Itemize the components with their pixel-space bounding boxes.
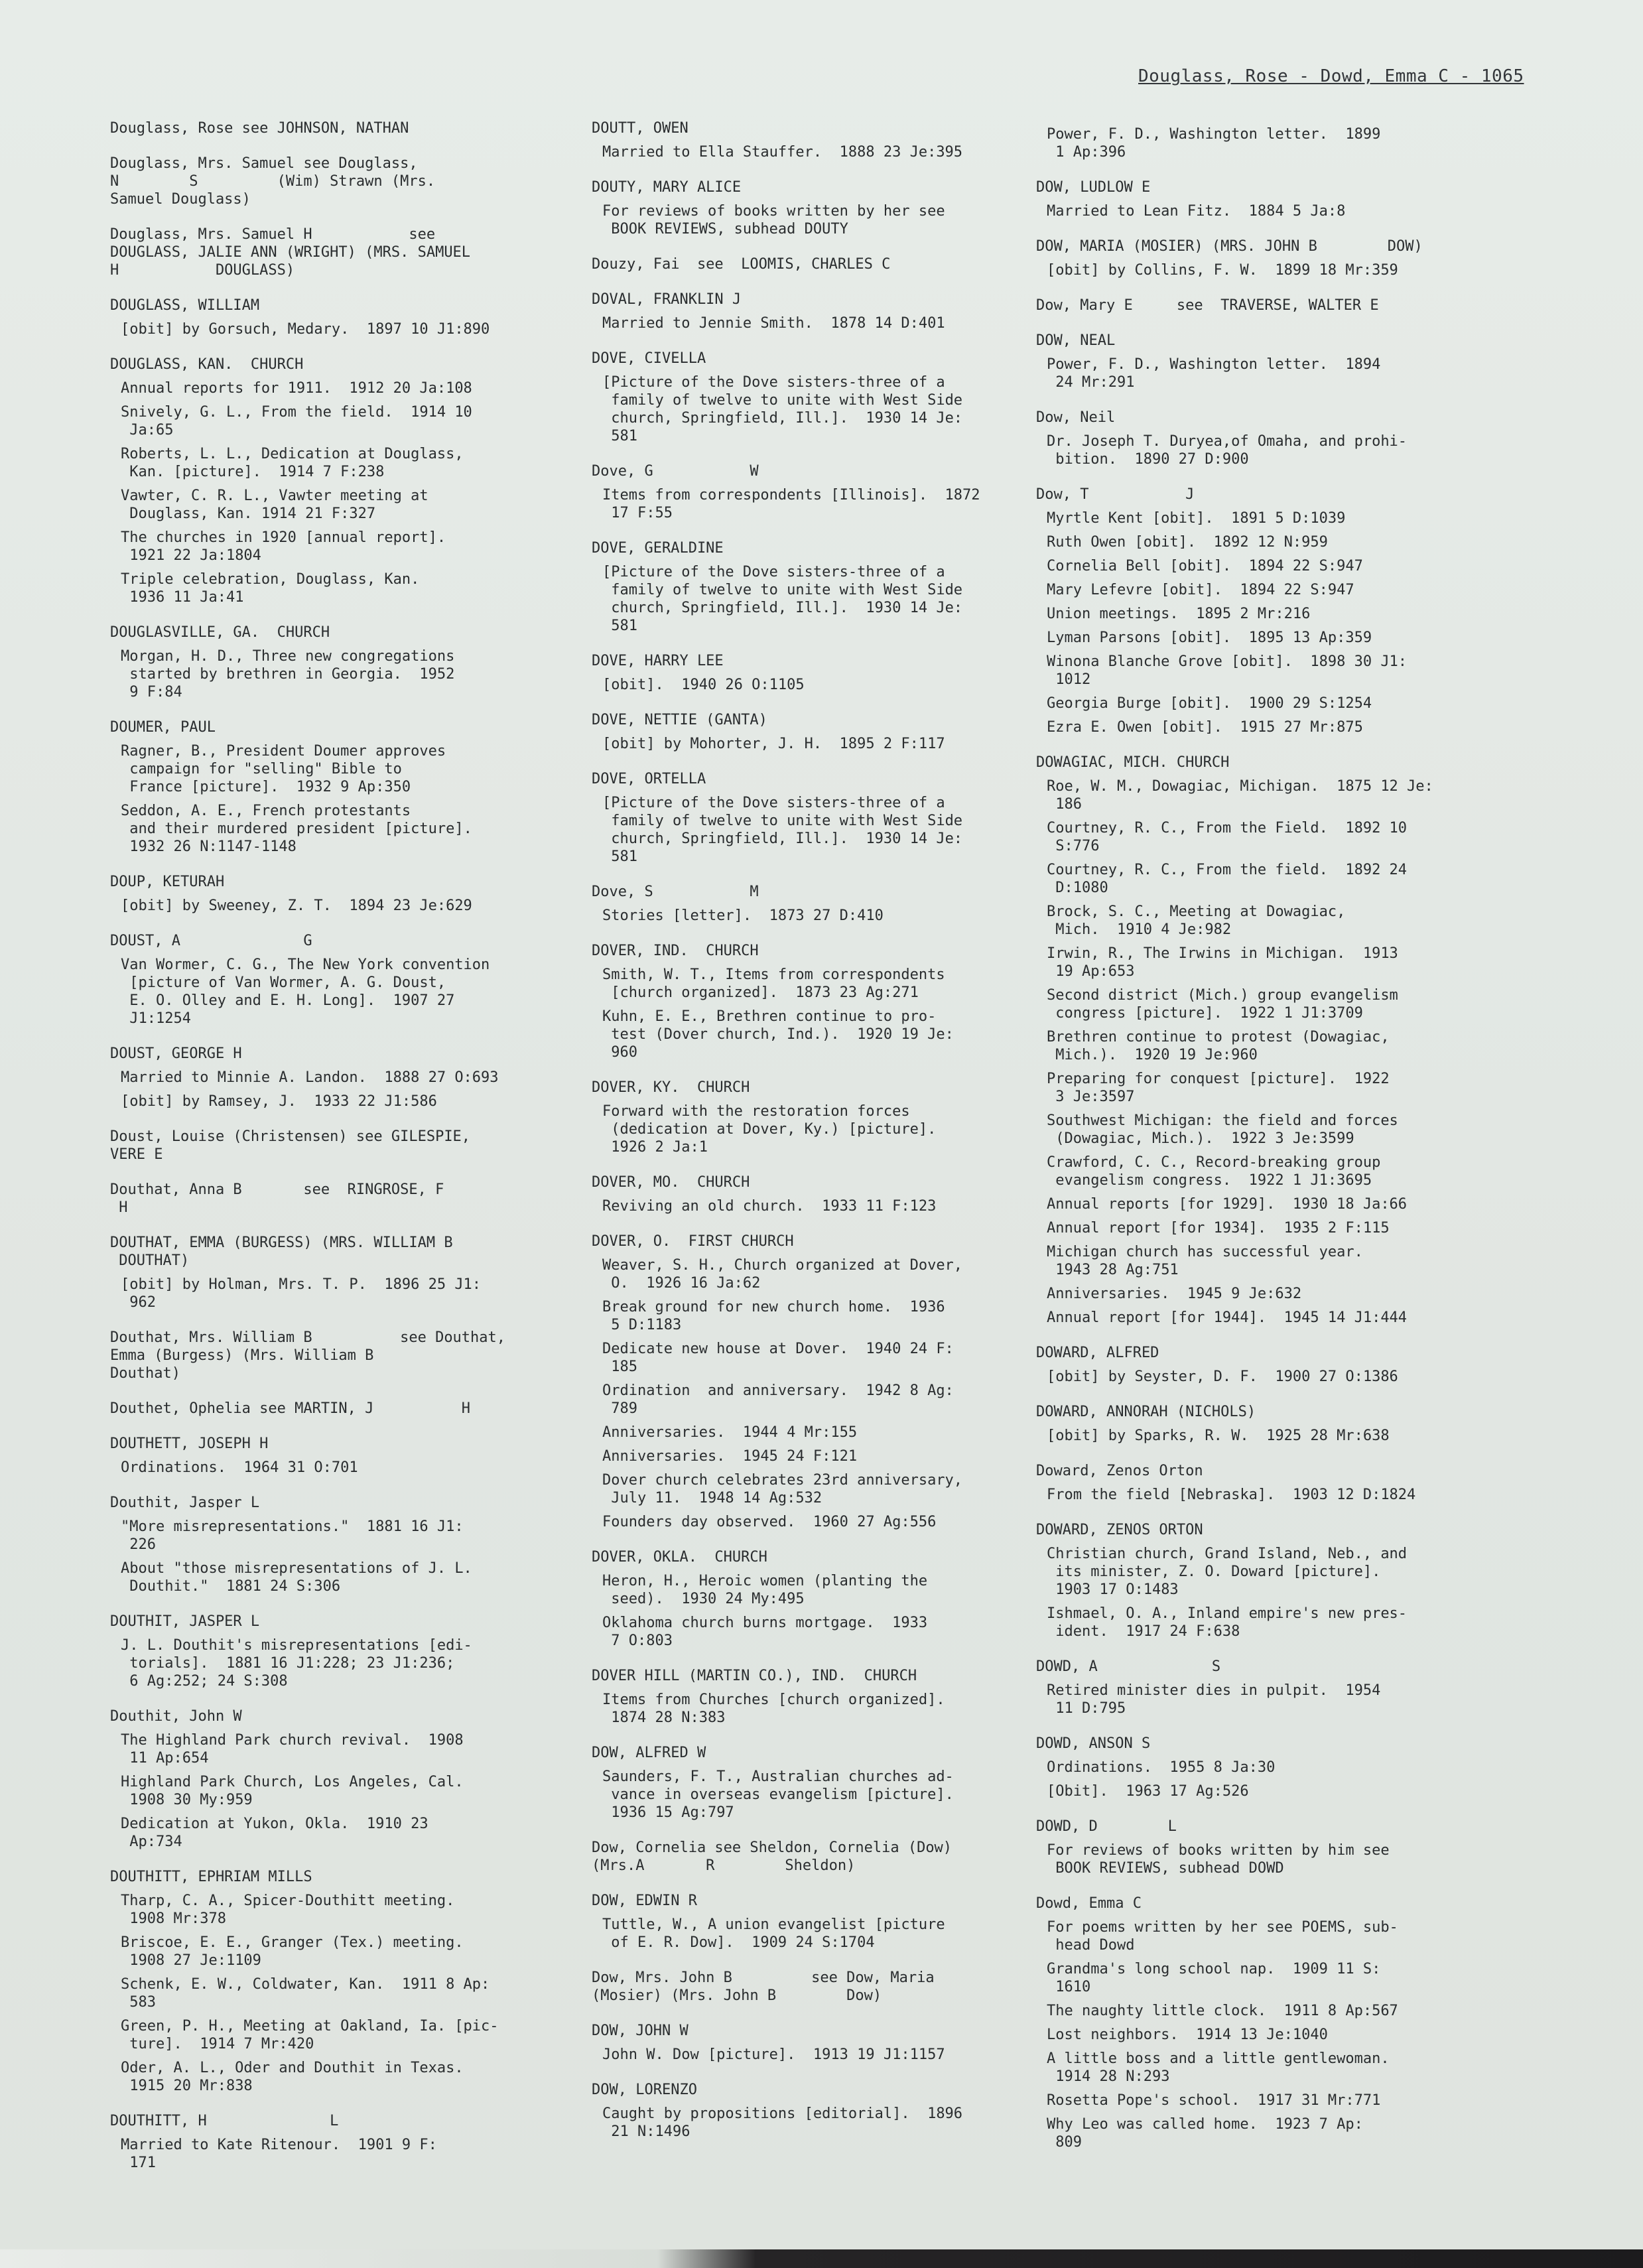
index-entry — [110, 1494, 568, 1595]
index-entry — [110, 297, 568, 338]
index-entry — [1036, 297, 1467, 314]
reference-line: For reviews of books written by her see BOOK REVIEWS, subhead DOUTY — [602, 203, 945, 237]
reference-line: Married to Lean Fitz. 1884 5 Ja:8 — [1047, 203, 1346, 220]
entry-heading: DOWD, ANSON S — [1036, 1735, 1151, 1752]
reference-line: Ordinations. 1964 31 O:701 — [121, 1459, 358, 1476]
entry-references — [110, 1636, 568, 1690]
reference-line: "More misrepresentations." 1881 16 J1: 226 — [121, 1518, 464, 1553]
entry-heading: DOUGLASVILLE, GA. CHURCH — [110, 624, 330, 641]
entry-heading: Doust, Louise (Christensen) see GILESPIE, VERE E — [110, 1128, 471, 1163]
reference-line: Highland Park Church, Los Angeles, Cal. 1908 30 My:959 — [121, 1774, 464, 1808]
index-entry — [1036, 486, 1467, 736]
column-3 — [1036, 119, 1467, 2168]
entry-heading: Dow, Cornelia see Sheldon, Cornelia (Dow) (Mrs.A R Sheldon) — [592, 1839, 953, 1874]
reference-line: Caught by propositions [editorial]. 1896 21 N:1496 — [602, 2105, 963, 2140]
entry-heading: DOWAGIAC, MICH. CHURCH — [1036, 754, 1230, 771]
reference-line: Rosetta Pope's school. 1917 31 Mr:771 — [1047, 2092, 1381, 2109]
entry-references — [1036, 509, 1467, 736]
entry-references — [110, 2136, 568, 2172]
reference-line: Ruth Owen [obit]. 1892 12 N:959 — [1047, 534, 1328, 551]
reference-line: Married to Ella Stauffer. 1888 23 Je:395 — [602, 144, 963, 161]
index-entry — [1036, 125, 1467, 161]
index-entry — [110, 119, 568, 137]
reference-line: Ragner, B., President Doumer approves campaign for "selling" Bible to France [picture]. 1932 9 Ap:350 — [121, 743, 446, 795]
entry-references — [110, 1518, 568, 1595]
entry-heading: Douthet, Ophelia see MARTIN, J H — [110, 1400, 471, 1417]
index-entry — [1036, 1735, 1467, 1800]
index-entry — [592, 462, 983, 522]
reference-line: Irwin, R., The Irwins in Michigan. 1913 19 Ap:653 — [1047, 945, 1398, 980]
index-entry — [110, 2112, 568, 2172]
entry-heading: Dove, G W — [592, 463, 759, 480]
entry-heading: Douthat, Anna B see RINGROSE, F H — [110, 1181, 444, 1216]
entry-heading: DOUGLASS, KAN. CHURCH — [110, 356, 304, 373]
reference-line: John W. Dow [picture]. 1913 19 J1:1157 — [602, 2046, 945, 2063]
reference-line: Power, F. D., Washington letter. 1899 1 Ap:396 — [1047, 126, 1381, 161]
entry-heading: Dow, T J — [1036, 486, 1195, 503]
entry-heading: DOUP, KETURAH — [110, 874, 225, 890]
index-entry — [592, 942, 983, 1061]
entry-heading: Dow, Neil — [1036, 409, 1116, 426]
entry-heading: DOW, ALFRED W — [592, 1745, 706, 1761]
index-entry — [110, 1128, 568, 1164]
reference-line: Brock, S. C., Meeting at Dowagiac, Mich. 1910 4 Je:982 — [1047, 903, 1346, 938]
reference-line: Married to Jennie Smith. 1878 14 D:401 — [602, 315, 945, 332]
entry-references — [110, 320, 568, 338]
entry-heading: DOUTHITT, EPHRIAM MILLS — [110, 1869, 312, 1885]
reference-line: [obit] by Ramsey, J. 1933 22 J1:586 — [121, 1093, 437, 1110]
reference-line: Courtney, R. C., From the field. 1892 24 D:1080 — [1047, 862, 1408, 896]
entry-references — [110, 1069, 568, 1110]
index-entry — [592, 119, 983, 161]
entry-heading: DOWARD, ANNORAH (NICHOLS) — [1036, 1404, 1256, 1420]
reference-line: Ishmael, O. A., Inland empire's new pres- ident. 1917 24 F:638 — [1047, 1605, 1408, 1640]
reference-line: The churches in 1920 [annual report]. 1921 22 Ja:1804 — [121, 529, 446, 564]
reference-line: A little boss and a little gentlewoman. 1914 28 N:293 — [1047, 2050, 1390, 2085]
entry-heading: DOUTHAT, EMMA (BURGESS) (MRS. WILLIAM B DOUTHAT) — [110, 1234, 453, 1269]
entry-references — [1036, 356, 1467, 391]
entry-heading: DOUTT, OWEN — [592, 120, 689, 137]
reference-line: Seddon, A. E., French protestants and their murdered president [picture]. 1932 26 N:1147-1148 — [121, 803, 472, 855]
entry-heading: Dow, Mrs. John B see Dow, Maria (Mosier) (Mrs. John B Dow) — [592, 1969, 935, 2004]
entry-references — [1036, 1545, 1467, 1640]
index-entry — [592, 1744, 983, 1822]
entry-references — [1036, 1759, 1467, 1800]
reference-line: Lost neighbors. 1914 13 Je:1040 — [1047, 2027, 1328, 2043]
reference-line: Georgia Burge [obit]. 1900 29 S:1254 — [1047, 695, 1372, 712]
reference-line: Why Leo was called home. 1923 7 Ap: 809 — [1047, 2116, 1363, 2151]
reference-line: Crawford, C. C., Record-breaking group evangelism congress. 1922 1 J1:3695 — [1047, 1154, 1381, 1189]
reference-line: Married to Minnie A. Landon. 1888 27 O:693 — [121, 1069, 499, 1086]
reference-line: Michigan church has successful year. 1943 28 Ag:751 — [1047, 1244, 1363, 1278]
reference-line: Stories [letter]. 1873 27 D:410 — [602, 907, 884, 924]
entry-heading: Dow, Mary E see TRAVERSE, WALTER E — [1036, 297, 1379, 314]
entry-references — [110, 647, 568, 701]
entry-heading: DOW, MARIA (MOSIER) (MRS. JOHN B DOW) — [1036, 238, 1423, 255]
reference-line: Dr. Joseph T. Duryea,of Omaha, and prohi- bition. 1890 27 D:900 — [1047, 433, 1408, 468]
index-entry — [110, 932, 568, 1028]
entry-heading: DOUMER, PAUL — [110, 719, 216, 736]
entry-heading: DOVAL, FRANKLIN J — [592, 291, 742, 308]
entry-references — [592, 2046, 983, 2064]
reference-line: Dover church celebrates 23rd anniversary, July 11. 1948 14 Ag:532 — [602, 1472, 963, 1506]
reference-line: Saunders, F. T., Australian churches ad- vance in overseas evangelism [picture]. 1936 15 Ag:797 — [602, 1768, 954, 1821]
reference-line: Annual report [for 1944]. 1945 14 J1:444 — [1047, 1309, 1408, 1326]
reference-line: Dedication at Yukon, Okla. 1910 23 Ap:734 — [121, 1816, 428, 1850]
index-entry — [1036, 1521, 1467, 1640]
entry-heading: Douthit, Jasper L — [110, 1495, 260, 1511]
entry-references — [592, 2105, 983, 2141]
running-head: Douglass, Rose - Dowd, Emma C - 1065 — [1138, 66, 1524, 86]
reference-line: Oklahoma church burns mortgage. 1933 7 O:803 — [602, 1615, 928, 1649]
index-entry — [592, 291, 983, 332]
entry-heading: DOVE, ORTELLA — [592, 771, 706, 787]
entry-heading: DOVE, NETTIE (GANTA) — [592, 712, 767, 728]
index-entry — [110, 1181, 568, 1217]
reference-line: About "those misrepresentations of J. L. Douthit." 1881 24 S:306 — [121, 1560, 472, 1595]
reference-line: Dedicate new house at Dover. 1940 24 F: 185 — [602, 1341, 954, 1375]
entry-heading: DOVE, CIVELLA — [592, 350, 706, 367]
reference-line: J. L. Douthit's misrepresentations [edi- torials]. 1881 16 J1:228; 23 J1:236; 6 Ag:252; 24 S:308 — [121, 1637, 472, 1690]
index-entry — [110, 1045, 568, 1110]
entry-references — [592, 676, 983, 694]
reference-line: Power, F. D., Washington letter. 1894 24 Mr:291 — [1047, 356, 1381, 391]
reference-line: Briscoe, E. E., Granger (Tex.) meeting. 1908 27 Je:1109 — [121, 1934, 464, 1969]
reference-line: Reviving an old church. 1933 11 F:123 — [602, 1198, 937, 1215]
index-entry — [592, 652, 983, 694]
reference-line: Mary Lefevre [obit]. 1894 22 S:947 — [1047, 582, 1354, 598]
reference-line: Smith, W. T., Items from correspondents [church organized]. 1873 23 Ag:271 — [602, 967, 945, 1001]
entry-references — [592, 907, 983, 925]
entry-heading: Douthat, Mrs. William B see Douthat, Emma (Burgess) (Mrs. William B Douthat) — [110, 1329, 506, 1382]
index-entry — [110, 1707, 568, 1851]
entry-references — [1036, 777, 1467, 1327]
column-2 — [592, 119, 983, 2158]
index-entry — [1036, 1818, 1467, 1877]
reference-line: Morgan, H. D., Three new congregations started by brethren in Georgia. 1952 9 F:84 — [121, 648, 455, 700]
reference-line: Winona Blanche Grove [obit]. 1898 30 J1: 1012 — [1047, 653, 1408, 688]
entry-heading: DOUST, A G — [110, 933, 312, 949]
reference-line: Brethren continue to protest (Dowagiac, Mich.). 1920 19 Je:960 — [1047, 1029, 1390, 1063]
reference-line: The naughty little clock. 1911 8 Ap:567 — [1047, 2003, 1398, 2019]
index-entry — [592, 2081, 983, 2141]
reference-line: Forward with the restoration forces (dedication at Dover, Ky.) [picture]. 1926 2 Ja:1 — [602, 1103, 937, 1156]
reference-line: [obit] by Holman, Mrs. T. P. 1896 25 J1: 962 — [121, 1276, 482, 1311]
index-entry — [592, 539, 983, 635]
entry-heading: DOUTHETT, JOSEPH H — [110, 1435, 269, 1452]
entry-references — [1036, 261, 1467, 279]
entry-heading: DOUGLASS, WILLIAM — [110, 297, 260, 314]
reference-line: [obit]. 1940 26 O:1105 — [602, 677, 805, 693]
entry-heading: Dove, S M — [592, 884, 759, 900]
reference-line: [Picture of the Dove sisters-three of a family of twelve to unite with West Side church, Springfield, Ill.]. 1930 14 Je: 581 — [602, 795, 963, 865]
entry-references — [1036, 433, 1467, 468]
reference-line: [obit] by Seyster, D. F. 1900 27 O:1386 — [1047, 1368, 1398, 1385]
entry-references — [1036, 1918, 1467, 2151]
entry-heading: Dowd, Emma C — [1036, 1895, 1142, 1912]
reference-line: Founders day observed. 1960 27 Ag:556 — [602, 1514, 937, 1530]
index-entry — [110, 226, 568, 279]
reference-line: Triple celebration, Douglass, Kan. 1936 11 Ja:41 — [121, 571, 420, 606]
reference-line: Annual report [for 1934]. 1935 2 F:115 — [1047, 1220, 1390, 1236]
reference-line: [Picture of the Dove sisters-three of a family of twelve to unite with West Side church, Springfield, Ill.]. 1930 14 Je: 581 — [602, 374, 963, 444]
index-entry — [110, 1400, 568, 1418]
column-1 — [110, 119, 568, 2189]
entry-heading: Doward, Zenos Orton — [1036, 1463, 1203, 1479]
index-entry — [592, 1969, 983, 2005]
reference-line: Lyman Parsons [obit]. 1895 13 Ap:359 — [1047, 630, 1372, 646]
reference-line: Vawter, C. R. L., Vawter meeting at Douglass, Kan. 1914 21 F:327 — [121, 488, 428, 522]
reference-line: [obit] by Sparks, R. W. 1925 28 Mr:638 — [1047, 1428, 1390, 1444]
entry-heading: DOWARD, ALFRED — [1036, 1345, 1159, 1361]
reference-line: Weaver, S. H., Church organized at Dover, O. 1926 16 Ja:62 — [602, 1257, 963, 1292]
entry-references — [592, 373, 983, 445]
entry-references — [592, 735, 983, 753]
index-entry — [110, 624, 568, 701]
entry-heading: Douzy, Fai see LOOMIS, CHARLES C — [592, 256, 891, 273]
entry-references — [1036, 202, 1467, 220]
index-entry — [592, 350, 983, 445]
reference-line: Second district (Mich.) group evangelism congress [picture]. 1922 1 J1:3709 — [1047, 987, 1398, 1022]
entry-heading: DOUST, GEORGE H — [110, 1045, 242, 1062]
reference-line: Preparing for conquest [picture]. 1922 3 Je:3597 — [1047, 1071, 1390, 1105]
reference-line: Roberts, L. L., Dedication at Douglass, Kan. [picture]. 1914 7 F:238 — [121, 446, 464, 480]
index-entry — [110, 1329, 568, 1382]
entry-references — [592, 1102, 983, 1156]
entry-references — [1036, 125, 1467, 161]
entry-references — [592, 202, 983, 238]
index-entry — [1036, 409, 1467, 468]
reference-line: Van Wormer, C. G., The New York convention [picture of Van Wormer, A. G. Doust, E. O. Olley and E. H. Long]. 1907 27 J1:1254 — [121, 957, 490, 1027]
reference-line: Heron, H., Heroic women (planting the seed). 1930 24 My:495 — [602, 1573, 928, 1607]
index-entry — [1036, 1462, 1467, 1504]
scan-edge — [0, 2249, 1643, 2268]
entry-heading: DOVER, IND. CHURCH — [592, 943, 759, 959]
entry-heading: DOVE, GERALDINE — [592, 540, 724, 557]
reference-line: Retired minister dies in pulpit. 1954 11 D:795 — [1047, 1682, 1381, 1717]
entry-heading: DOWARD, ZENOS ORTON — [1036, 1522, 1203, 1538]
entry-references — [592, 1572, 983, 1650]
entry-references — [110, 956, 568, 1028]
entry-heading: Douglass, Rose see JOHNSON, NATHAN — [110, 120, 409, 137]
entry-references — [110, 897, 568, 915]
reference-line: Snively, G. L., From the field. 1914 10 Ja:65 — [121, 404, 472, 438]
index-entry — [592, 1667, 983, 1727]
entry-references — [110, 1731, 568, 1851]
index-entry — [1036, 332, 1467, 391]
entry-heading: DOWD, A S — [1036, 1658, 1221, 1675]
reference-line: Items from Churches [church organized]. 1874 28 N:383 — [602, 1692, 945, 1726]
index-entry — [110, 1868, 568, 2095]
entry-heading: DOW, LUDLOW E — [1036, 179, 1151, 196]
reference-line: For reviews of books written by him see BOOK REVIEWS, subhead DOWD — [1047, 1842, 1390, 1877]
entry-heading: DOVER HILL (MARTIN CO.), IND. CHURCH — [592, 1668, 917, 1684]
index-entry — [1036, 1658, 1467, 1717]
entry-references — [592, 966, 983, 1061]
index-entry — [110, 356, 568, 606]
reference-line: Grandma's long school nap. 1909 11 S: 1610 — [1047, 1961, 1381, 1995]
entry-references — [592, 1691, 983, 1727]
entry-heading: DOVER, OKLA. CHURCH — [592, 1549, 767, 1566]
index-entry — [1036, 1895, 1467, 2151]
reference-line: Union meetings. 1895 2 Mr:216 — [1047, 606, 1311, 622]
index-entry — [1036, 754, 1467, 1327]
entry-references — [1036, 1427, 1467, 1445]
entry-heading: DOW, LORENZO — [592, 2082, 697, 2098]
reference-line: Oder, A. L., Oder and Douthit in Texas. 1915 20 Mr:838 — [121, 2060, 464, 2094]
index-entry — [592, 1839, 983, 1875]
entry-heading: DOVER, MO. CHURCH — [592, 1174, 750, 1191]
reference-line: Kuhn, E. E., Brethren continue to pro- test (Dover church, Ind.). 1920 19 Je: 960 — [602, 1008, 954, 1061]
reference-line: Roe, W. M., Dowagiac, Michigan. 1875 12 Je: 186 — [1047, 778, 1433, 813]
entry-references — [592, 1916, 983, 1952]
entry-references — [592, 563, 983, 635]
reference-line: Anniversaries. 1944 4 Mr:155 — [602, 1424, 858, 1441]
reference-line: Green, P. H., Meeting at Oakland, Ia. [pic- ture]. 1914 7 Mr:420 — [121, 2018, 499, 2052]
index-entry — [110, 1234, 568, 1311]
index-entry — [592, 1892, 983, 1952]
reference-line: Annual reports [for 1929]. 1930 18 Ja:66 — [1047, 1196, 1408, 1213]
index-entry — [592, 2022, 983, 2064]
reference-line: Schenk, E. W., Coldwater, Kan. 1911 8 Ap: 583 — [121, 1976, 490, 2011]
reference-line: [obit] by Mohorter, J. H. 1895 2 F:117 — [602, 736, 945, 752]
entry-heading: DOVER, O. FIRST CHURCH — [592, 1233, 794, 1250]
index-entry — [1036, 237, 1467, 279]
entry-references — [110, 1892, 568, 2095]
index-entry — [592, 178, 983, 238]
entry-references — [1036, 1682, 1467, 1717]
index-entry — [592, 883, 983, 925]
entry-heading: DOW, JOHN W — [592, 2023, 689, 2039]
entry-heading: DOW, EDWIN R — [592, 1893, 697, 1909]
entry-heading: DOUTHITT, H L — [110, 2113, 339, 2129]
entry-references — [1036, 1486, 1467, 1504]
entry-heading: Douthit, John W — [110, 1708, 242, 1725]
reference-line: Items from correspondents [Illinois]. 1872 17 F:55 — [602, 487, 980, 521]
index-entry — [592, 1079, 983, 1156]
reference-line: For poems written by her see POEMS, sub- head Dowd — [1047, 1919, 1398, 1954]
reference-line: Married to Kate Ritenour. 1901 9 F: 171 — [121, 2137, 437, 2171]
index-entry — [110, 1435, 568, 1477]
reference-line: Ordination and anniversary. 1942 8 Ag: 789 — [602, 1382, 954, 1417]
index-entry — [592, 1233, 983, 1531]
entry-references — [592, 143, 983, 161]
entry-references — [1036, 1841, 1467, 1877]
index-entry — [1036, 1344, 1467, 1386]
reference-line: Cornelia Bell [obit]. 1894 22 S:947 — [1047, 558, 1363, 574]
index-entry — [110, 718, 568, 856]
entry-references — [110, 379, 568, 606]
entry-references — [110, 1276, 568, 1311]
index-entry — [592, 255, 983, 273]
reference-line: Anniversaries. 1945 9 Je:632 — [1047, 1286, 1302, 1302]
entry-heading: Douglass, Mrs. Samuel see Douglass, N S (Wim) Strawn (Mrs. Samuel Douglass) — [110, 155, 436, 208]
reference-line: From the field [Nebraska]. 1903 12 D:1824 — [1047, 1487, 1416, 1503]
entry-heading: DOUTY, MARY ALICE — [592, 179, 742, 196]
reference-line: Tharp, C. A., Spicer-Douthitt meeting. 1908 Mr:378 — [121, 1893, 455, 1927]
reference-line: Ordinations. 1955 8 Ja:30 — [1047, 1759, 1276, 1776]
reference-line: Annual reports for 1911. 1912 20 Ja:108 — [121, 380, 472, 397]
entry-references — [592, 314, 983, 332]
entry-references — [592, 1197, 983, 1215]
entry-heading: DOVER, KY. CHURCH — [592, 1079, 750, 1096]
entry-references — [592, 1256, 983, 1531]
index-entry — [110, 155, 568, 208]
entry-heading: DOUTHIT, JASPER L — [110, 1613, 260, 1630]
reference-line: [obit] by Collins, F. W. 1899 18 Mr:359 — [1047, 262, 1398, 279]
entry-references — [592, 486, 983, 522]
reference-line: [obit] by Gorsuch, Medary. 1897 10 J1:890 — [121, 321, 490, 338]
entry-heading: DOVE, HARRY LEE — [592, 653, 724, 669]
entry-references — [110, 742, 568, 856]
index-entry — [1036, 1403, 1467, 1445]
index-entry — [110, 873, 568, 915]
reference-line: [obit] by Sweeney, Z. T. 1894 23 Je:629 — [121, 898, 472, 914]
index-entry — [1036, 178, 1467, 220]
reference-line: [Picture of the Dove sisters-three of a family of twelve to unite with West Side church, Springfield, Ill.]. 1930 14 Je: 581 — [602, 564, 963, 634]
index-entry — [592, 1173, 983, 1215]
entry-references — [110, 1459, 568, 1477]
reference-line: [Obit]. 1963 17 Ag:526 — [1047, 1783, 1249, 1800]
entry-heading: DOWD, D L — [1036, 1818, 1177, 1835]
reference-line: Christian church, Grand Island, Neb., and its minister, Z. O. Doward [picture]. 1903 17 O:1483 — [1047, 1546, 1408, 1598]
entry-heading: DOW, NEAL — [1036, 332, 1116, 349]
reference-line: Break ground for new church home. 1936 5 D:1183 — [602, 1299, 945, 1333]
reference-line: Southwest Michigan: the field and forces (Dowagiac, Mich.). 1922 3 Je:3599 — [1047, 1112, 1398, 1147]
reference-line: The Highland Park church revival. 1908 11 Ap:654 — [121, 1732, 464, 1767]
entry-heading: Douglass, Mrs. Samuel H see DOUGLASS, JALIE ANN (WRIGHT) (MRS. SAMUEL H DOUGLASS) — [110, 226, 471, 279]
index-entry — [592, 770, 983, 866]
entry-references — [592, 1768, 983, 1822]
reference-line: Anniversaries. 1945 24 F:121 — [602, 1448, 858, 1465]
entry-references — [1036, 1368, 1467, 1386]
entry-references — [592, 794, 983, 866]
index-entry — [592, 1548, 983, 1650]
reference-line: Tuttle, W., A union evangelist [picture of E. R. Dow]. 1909 24 S:1704 — [602, 1916, 945, 1951]
reference-line: Courtney, R. C., From the Field. 1892 10 S:776 — [1047, 820, 1408, 854]
index-entry — [110, 1613, 568, 1690]
reference-line: Ezra E. Owen [obit]. 1915 27 Mr:875 — [1047, 719, 1363, 736]
index-entry — [592, 711, 983, 753]
reference-line: Myrtle Kent [obit]. 1891 5 D:1039 — [1047, 510, 1346, 527]
